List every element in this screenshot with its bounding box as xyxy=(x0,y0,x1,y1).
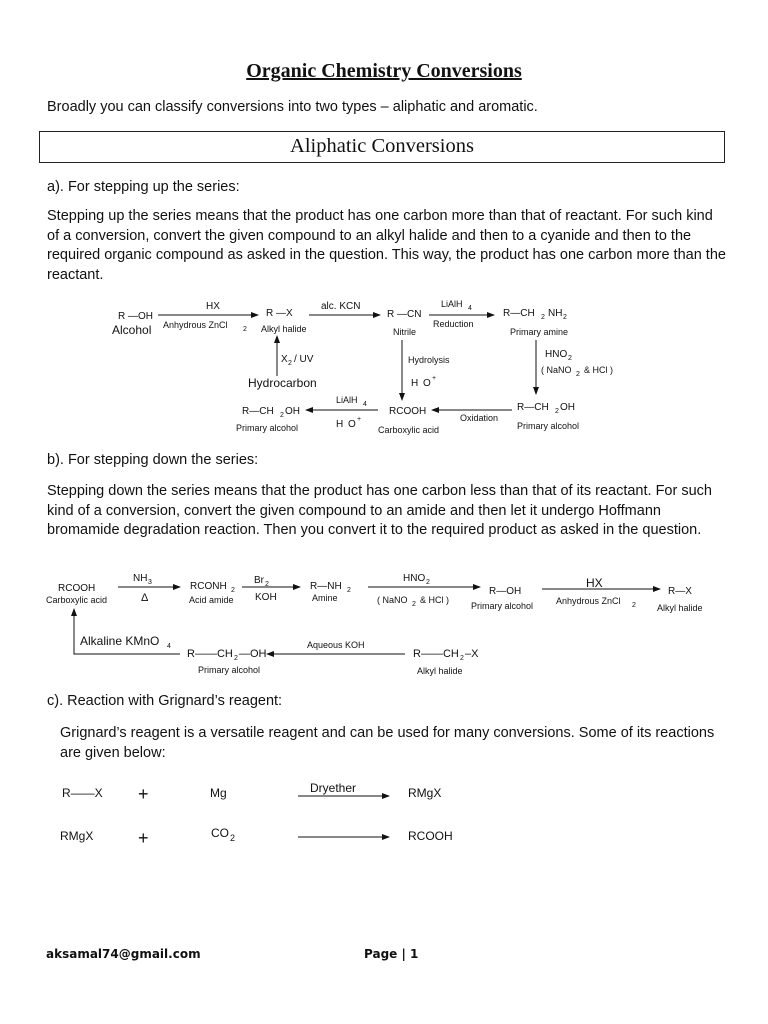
r-x-b: R—X xyxy=(668,586,692,597)
grignard-r2-sub: 2 xyxy=(230,833,236,843)
footer-email: aksamal74@gmail.com xyxy=(46,947,201,961)
alkyl-halide-b2: Alkyl halide xyxy=(417,666,463,676)
grignard-r2-reactant1: RMgX xyxy=(60,829,94,843)
rcooh-a: RCOOH xyxy=(389,406,427,417)
delta-label: Δ xyxy=(141,592,149,604)
r-ch2-x-tail: –X xyxy=(465,648,479,660)
zncl-b-sub: 2 xyxy=(632,602,636,609)
lialh-bottom: LiAlH xyxy=(336,395,358,405)
grignard-r1-reactant2: Mg xyxy=(210,786,227,800)
r-ch2-x-sub: 2 xyxy=(460,655,464,662)
hno2-b-label: HNO xyxy=(403,573,426,584)
lialh-sub: 4 xyxy=(468,305,472,312)
r-ch2oh-right: R—CH xyxy=(517,402,549,413)
r-cn: R —CN xyxy=(387,309,422,320)
hno2-label: HNO xyxy=(545,349,568,360)
r-oh-b: R—OH xyxy=(489,586,522,597)
grignard-reactions xyxy=(0,775,768,855)
rconh2-sub: 2 xyxy=(231,587,235,594)
part-a-heading: a). For stepping up the series: xyxy=(47,179,240,195)
ch2-sub-right: 2 xyxy=(555,408,559,415)
nano2-b-b: & HCl ) xyxy=(420,595,449,605)
grignard-r2-product: RCOOH xyxy=(408,829,453,843)
rcooh-b: RCOOH xyxy=(58,583,96,594)
hydrolysis-label: Hydrolysis xyxy=(408,355,450,365)
nh3-sub: 3 xyxy=(148,579,152,586)
alkyl-halide-label: Alkyl halide xyxy=(261,324,307,334)
nh2: NH xyxy=(548,308,563,319)
lialh-bottom-sub: 4 xyxy=(363,401,367,408)
footer-page-number: Page | 1 xyxy=(364,947,419,961)
grignard-r1-reactant1: R——X xyxy=(62,786,103,800)
koh-label: KOH xyxy=(255,592,277,603)
oh-right: OH xyxy=(560,402,575,413)
part-b-paragraph: Stepping down the series means that the product has one carbon less than that of its reactant. For such kind of a conversion, convert the given compound to an amide and then let it undergo Hoffmann bromamide degradation reaction. Then you convert it to the required product as asked in the question. xyxy=(47,483,712,538)
aqueous-koh-label: Aqueous KOH xyxy=(307,640,365,650)
hno2-b-sub: 2 xyxy=(426,579,430,586)
reduction-label: Reduction xyxy=(433,319,474,329)
x2-label: X xyxy=(281,354,288,365)
primary-amine-label: Primary amine xyxy=(510,327,569,337)
r-ch2-oh-tail: —OH xyxy=(239,648,267,660)
nano2-b: & HCl ) xyxy=(584,365,613,375)
primary-alcohol-b: Primary alcohol xyxy=(471,601,534,611)
stepping-down-scheme xyxy=(0,565,768,685)
alc-kcn-label: alc. KCN xyxy=(321,301,361,312)
alk-kmno4-label: Alkaline KMnO xyxy=(80,634,160,648)
section-heading-box: Aliphatic Conversions xyxy=(39,131,725,163)
stepping-up-scheme xyxy=(0,290,768,440)
r-ch2oh-left: R—CH xyxy=(242,406,274,417)
grignard-r1-condition: Dryether xyxy=(310,781,357,795)
nano2-b-sub: 2 xyxy=(412,601,416,608)
lialh-label: LiAlH xyxy=(441,299,463,309)
r-ch2-oh-sub: 2 xyxy=(234,655,238,662)
hno2-sub: 2 xyxy=(568,355,572,362)
kmno4-sub: 4 xyxy=(167,643,171,650)
grignard-r1-plus: + xyxy=(138,784,149,804)
oxidation-label: Oxidation xyxy=(460,413,499,423)
br2-sub: 2 xyxy=(265,581,269,588)
grignard-r2-plus: + xyxy=(138,828,149,848)
nano2-sub: 2 xyxy=(576,371,580,378)
part-c-heading: c). Reaction with Grignard’s reagent: xyxy=(47,693,283,709)
oh-left: OH xyxy=(285,406,300,417)
hx-b-label: HX xyxy=(586,576,603,590)
part-b-heading: b). For stepping down the series: xyxy=(47,452,259,468)
x2-sub: 2 xyxy=(288,360,292,367)
ch2-sub: 2 xyxy=(541,314,545,321)
primary-alcohol-left: Primary alcohol xyxy=(236,423,299,433)
nitrile-label: Nitrile xyxy=(393,327,417,337)
br2-label: Br xyxy=(254,575,264,586)
acid-amide-label: Acid amide xyxy=(189,595,234,605)
grignard-r1-product: RMgX xyxy=(408,786,442,800)
nano2-b-a: ( NaNO xyxy=(377,595,408,605)
zncl-sub: 2 xyxy=(243,326,247,333)
alkyl-halide-b: Alkyl halide xyxy=(657,603,703,613)
r-ch2-x: R——CH xyxy=(413,648,459,660)
r-oh: R —OH xyxy=(118,311,153,322)
h3o-bottom-o: O xyxy=(348,419,356,430)
r-nh2-sub: 2 xyxy=(347,587,351,594)
part-a-paragraph: Stepping up the series means that the product has one carbon more than that of reactant. For such kind of a conversion, convert the given compound to an alkyl halide and then to a cyanide and then to the required organic compound as asked in the question. This way, the product has one carbon more than the reactant. xyxy=(47,208,726,283)
anhydrous-zncl: Anhydrous ZnCl xyxy=(163,320,228,330)
h3o-o: O xyxy=(423,378,431,389)
page-title: Organic Chemistry Conversions xyxy=(246,60,522,82)
alcohol-label: Alcohol xyxy=(112,323,152,337)
r-ch2nh2: R—CH xyxy=(503,308,535,319)
anhydrous-zncl-b: Anhydrous ZnCl xyxy=(556,596,621,606)
primary-alcohol-right: Primary alcohol xyxy=(517,421,580,431)
amine-label: Amine xyxy=(312,593,338,603)
nh3-label: NH xyxy=(133,573,148,584)
hydrocarbon-label: Hydrocarbon xyxy=(248,376,317,390)
primary-alcohol-b2: Primary alcohol xyxy=(198,665,261,675)
nh2-sub: 2 xyxy=(563,314,567,321)
rconh2: RCONH xyxy=(190,581,227,592)
h3o-bottom-plus: + xyxy=(357,416,362,423)
carboxylic-acid-a: Carboxylic acid xyxy=(378,425,440,435)
h3o-plus: + xyxy=(432,375,437,382)
nano2-a: ( NaNO xyxy=(541,365,572,375)
r-ch2-oh: R——CH xyxy=(187,648,233,660)
uv-label: / UV xyxy=(294,354,314,365)
r-x: R —X xyxy=(266,308,293,319)
hx-label: HX xyxy=(206,301,220,312)
intro-text: Broadly you can classify conversions into two types – aliphatic and aromatic. xyxy=(47,99,538,115)
part-c-paragraph: Grignard’s reagent is a versatile reagent and can be used for many conversions. Some of its reactions are given below: xyxy=(60,725,715,761)
grignard-r2-reactant2: CO xyxy=(211,826,229,840)
r-nh2: R—NH xyxy=(310,581,342,592)
carboxylic-acid-b: Carboxylic acid xyxy=(46,595,108,605)
h3o-h: H xyxy=(411,378,419,389)
h3o-bottom-h: H xyxy=(336,419,344,430)
ch2-sub-left: 2 xyxy=(280,412,284,419)
